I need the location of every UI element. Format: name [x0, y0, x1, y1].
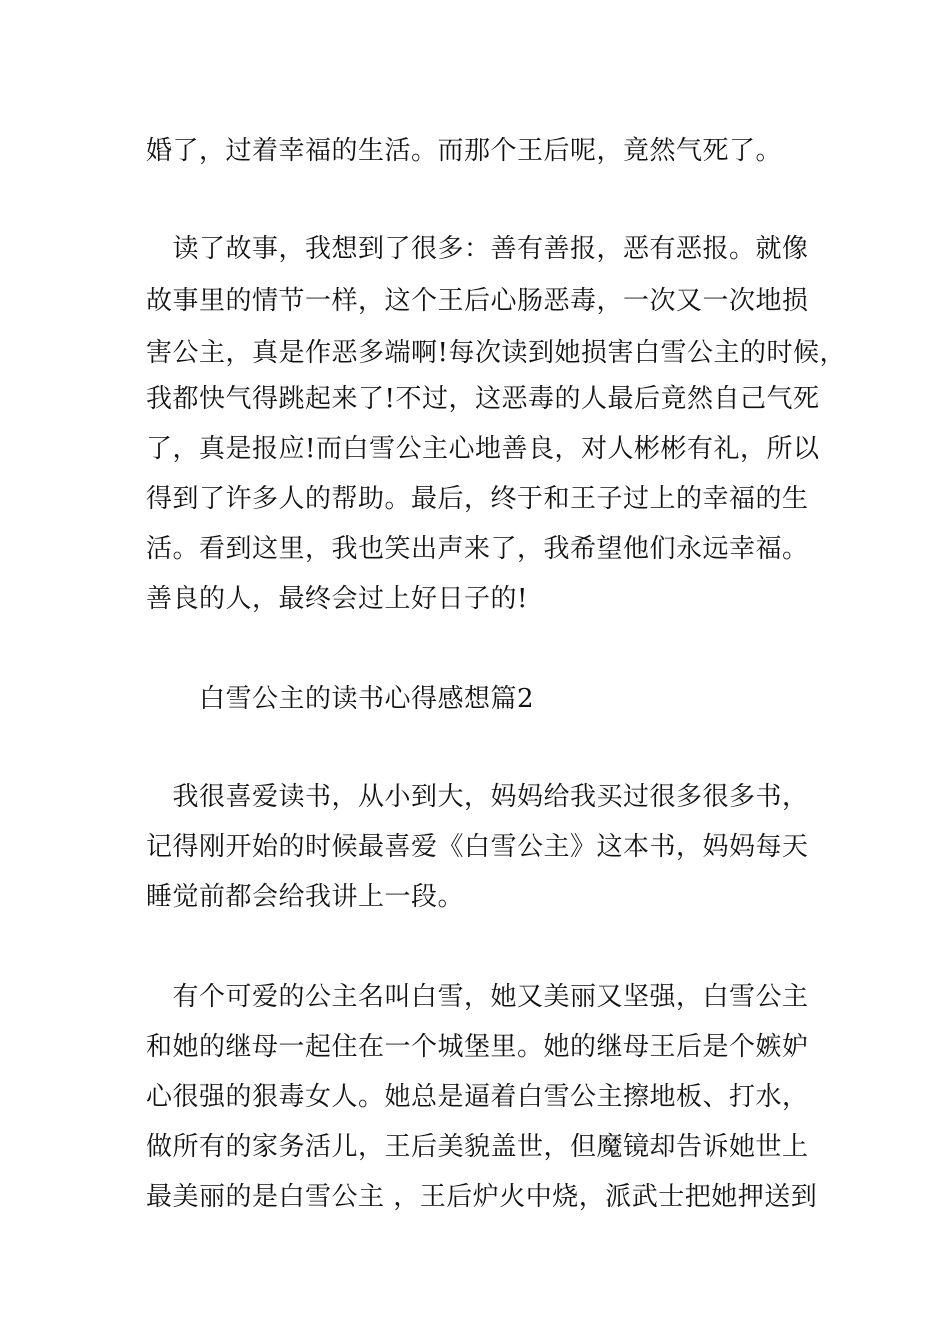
text-line: 婚了，过着幸福的生活。而那个王后呢，竟然气死了。 — [146, 136, 783, 166]
text-line: 记得刚开始的时候最喜爱《白雪公主》这本书，妈妈每天 — [146, 832, 809, 862]
text-line: 善良的人，最终会过上好日子的! — [146, 584, 528, 614]
text-line: 睡觉前都会给我讲上一段。 — [146, 882, 465, 912]
text-line: 我都快气得跳起来了!不过，这恶毒的人最后竟然自己气死 — [146, 384, 820, 414]
text-line: 和她的继母一起住在一个城堡里。她的继母王后是个嫉妒 — [146, 1032, 809, 1062]
text-line: 得到了许多人的帮助。最后，终于和王子过上的幸福的生 — [146, 484, 809, 514]
text-line: 最美丽的是白雪公主 ，王后炉火中烧，派武士把她押送到 — [146, 1182, 818, 1212]
text-line: 心很强的狠毒女人。她总是逼着白雪公主擦地板、打水， — [146, 1082, 809, 1112]
text-line: 害公主，真是作恶多端啊!每次读到她损害白雪公主的时候， — [146, 338, 846, 368]
text-line: 有个可爱的公主名叫白雪，她又美丽又坚强，白雪公主 — [146, 982, 809, 1012]
section-heading: 白雪公主的读书心得感想篇2 — [146, 684, 535, 714]
text-line: 做所有的家务活儿，王后美貌盖世，但魔镜却告诉她世上 — [146, 1132, 809, 1162]
text-line: 故事里的情节一样，这个王后心肠恶毒，一次又一次地损 — [146, 286, 809, 316]
text-line: 我很喜爱读书，从小到大，妈妈给我买过很多很多书， — [146, 782, 809, 812]
text-line: 活。看到这里，我也笑出声来了，我希望他们永远幸福。 — [146, 534, 809, 564]
text-line: 了，真是报应!而白雪公主心地善良，对人彬彬有礼，所以 — [146, 434, 820, 464]
text-line: 读了故事，我想到了很多：善有善报，恶有恶报。就像 — [146, 234, 809, 264]
